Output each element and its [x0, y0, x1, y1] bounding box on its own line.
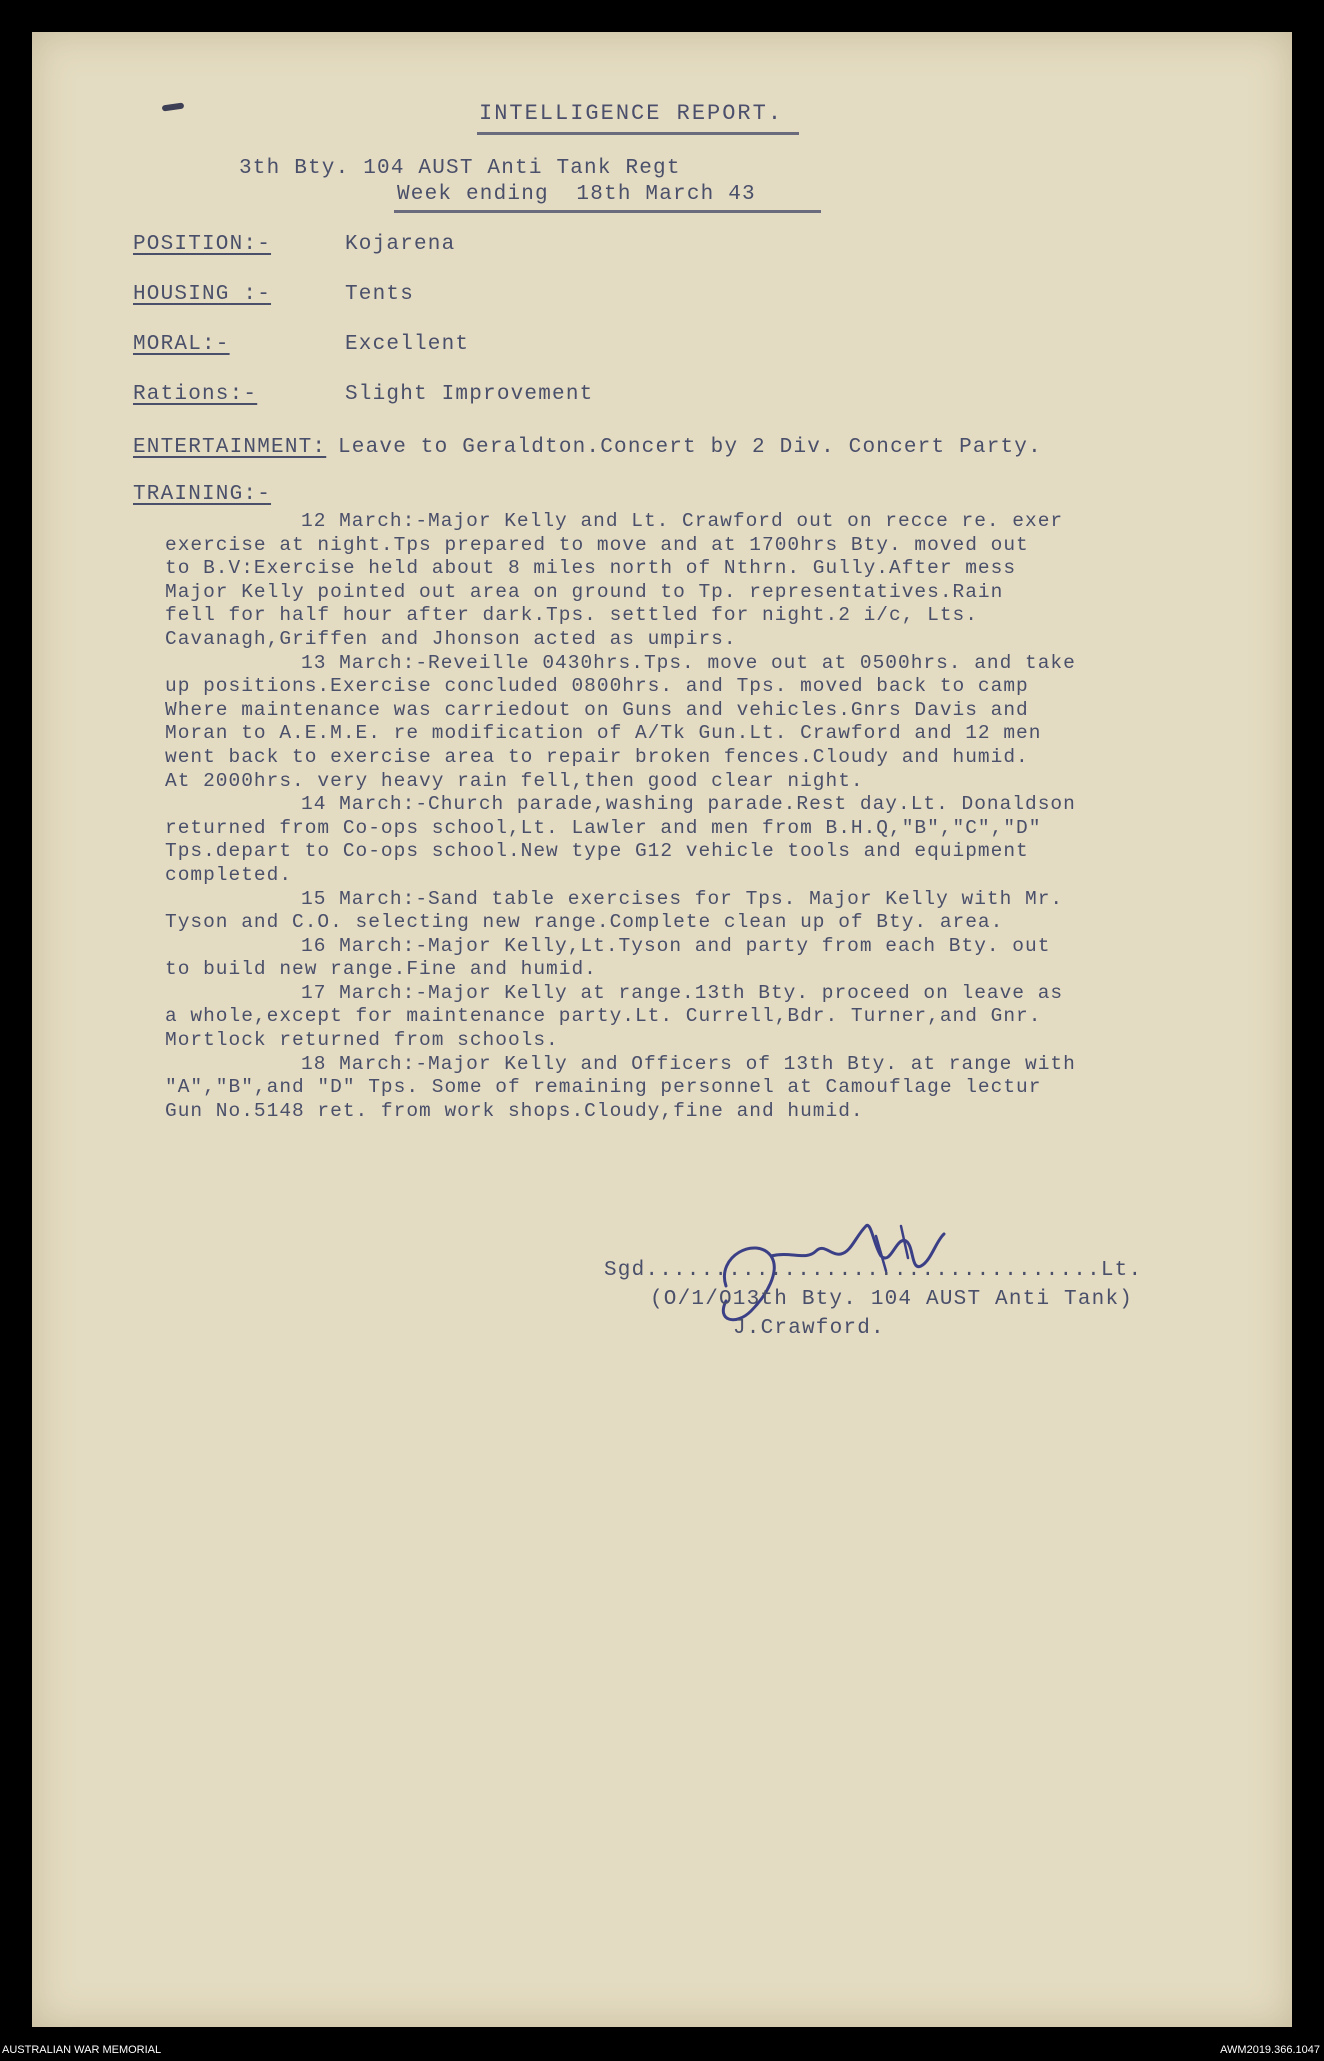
position-value: Kojarena [345, 233, 456, 256]
training-line: 17 March:-Major Kelly at range.13th Bty. proceed on leave as [301, 981, 1064, 1004]
training-line: "A","B",and "D" Tps. Some of remaining personnel at Camouflage lectur [165, 1076, 1042, 1099]
housing-value: Tents [345, 283, 415, 306]
training-line: to build new range.Fine and humid. [165, 958, 597, 981]
training-line: exercise at night.Tps prepared to move and at 1700hrs Bty. moved out [165, 533, 1029, 556]
document-page [32, 32, 1292, 2027]
rations-value: Slight Improvement [345, 383, 594, 406]
week-header: Week ending 18th March 43 [397, 183, 756, 206]
training-line: Cavanagh,Griffen and Jhonson acted as umpirs. [165, 627, 737, 650]
moral-value: Excellent [345, 333, 470, 356]
week-underline [394, 210, 821, 213]
title-underline [477, 132, 799, 135]
training-line: 15 March:-Sand table exercises for Tps. Major Kelly with Mr. [301, 887, 1064, 910]
training-log [165, 510, 1225, 1123]
archive-id: AWM2019.366.1047 [1220, 2044, 1320, 2056]
training-line: 14 March:-Church parade,washing parade.Rest day.Lt. Donaldson [301, 793, 1076, 816]
training-line: up positions.Exercise concluded 0800hrs. and Tps. moved back to camp [165, 675, 1029, 698]
training-line: Where maintenance was carriedout on Guns and vehicles.Gnrs Davis and [165, 698, 1029, 721]
housing-label: HOUSING :- [133, 283, 272, 306]
entertainment-label: ENTERTAINMENT: [133, 436, 327, 459]
signatory-name: J.Crawford. [733, 1317, 885, 1340]
training-line: fell for half hour after dark.Tps. settled for night.2 i/c, Lts. [165, 604, 978, 627]
signature-line: Sgd.................................Lt. [604, 1259, 1143, 1282]
training-line: to B.V:Exercise held about 8 miles north of Nthrn. Gully.After mess [165, 557, 1017, 580]
training-line: Tyson and C.O. selecting new range.Complete clean up of Bty. area. [165, 911, 1004, 934]
signature-unit: (O/1/O13th Bty. 104 AUST Anti Tank) [650, 1288, 1134, 1311]
training-line: 16 March:-Major Kelly,Lt.Tyson and party from each Bty. out [301, 934, 1051, 957]
entertainment-value: Leave to Geraldton.Concert by 2 Div. Concert Party. [338, 436, 1042, 459]
training-line: went back to exercise area to repair broken fences.Cloudy and humid. [165, 745, 1029, 768]
rations-label: Rations:- [133, 383, 258, 406]
ink-mark [162, 102, 185, 111]
unit-header: 3th Bty. 104 AUST Anti Tank Regt [239, 157, 681, 180]
training-line: 12 March:-Major Kelly and Lt. Crawford out on recce re. exer [301, 510, 1064, 532]
training-line: a whole,except for maintenance party.Lt. Currell,Bdr. Turner,and Gnr. [165, 1005, 1042, 1028]
training-line: 18 March:-Major Kelly and Officers of 13th Bty. at range with [301, 1052, 1076, 1075]
training-line: 13 March:-Reveille 0430hrs.Tps. move out at 0500hrs. and take [301, 651, 1076, 674]
training-line: Tps.depart to Co-ops school.New type G12 vehicle tools and equipment [165, 840, 1029, 863]
training-line: At 2000hrs. very heavy rain fell,then good clear night. [165, 769, 864, 792]
report-title: INTELLIGENCE REPORT. [479, 101, 784, 126]
training-line: completed. [165, 863, 293, 886]
training-line: Mortlock returned from schools. [165, 1029, 559, 1052]
archive-credit: AUSTRALIAN WAR MEMORIAL [2, 2044, 162, 2056]
training-label: TRAINING:- [133, 483, 272, 506]
position-label: POSITION:- [133, 233, 272, 256]
training-line: Moran to A.E.M.E. re modification of A/Tk Gun.Lt. Crawford and 12 men [165, 722, 1042, 745]
training-line: Gun No.5148 ret. from work shops.Cloudy,fine and humid. [165, 1099, 864, 1122]
moral-label: MORAL:- [133, 333, 230, 356]
training-line: returned from Co-ops school,Lt. Lawler and men from B.H.Q,"B","C","D" [165, 816, 1042, 839]
training-line: Major Kelly pointed out area on ground to Tp. representatives.Rain [165, 580, 1004, 603]
